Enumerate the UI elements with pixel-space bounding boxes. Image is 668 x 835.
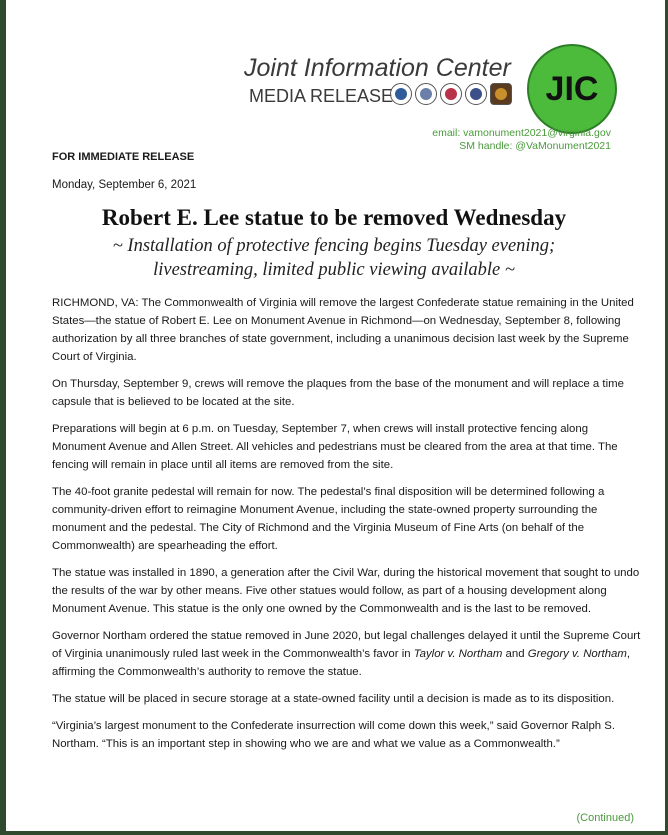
paragraph-6 <box>52 627 642 681</box>
release-label: FOR IMMEDIATE RELEASE <box>52 151 195 163</box>
case-name-taylor: Taylor v. Northam <box>413 648 503 660</box>
bottom-border <box>0 831 668 835</box>
contact-social-handle: SM handle: @VaMonument2021 <box>459 140 611 152</box>
headline: Robert E. Lee statue to be removed Wednesday <box>101 205 567 230</box>
paragraph-6-text-b: and <box>502 648 528 660</box>
paragraph-6-text-c: , affirming the Commonwealth’s authority to remove the statue. <box>52 648 631 678</box>
release-date: Monday, September 6, 2021 <box>52 179 197 191</box>
paragraph-4: The 40-foot granite pedestal will remain for now. The pedestal’s final disposition will be determined following a community-driven effort to reimagine Monument Avenue, including the state-owned property surrounding the monument and the pedestal. The City of Richmond and the Virginia Museum of Fine Arts (on behalf of the Commonwealth) are spearheading the effort. <box>52 486 605 552</box>
subheadline-line-2: livestreaming, limited public viewing available ~ <box>153 260 515 280</box>
virginia-seal-icon <box>390 83 412 105</box>
paragraph-6-text-a: Governor Northam ordered the statue removed in June 2020, but legal challenges delayed it until the Supreme Court of Virginia unanimously ruled last week in the Commonwealth’s favor in <box>52 630 641 660</box>
media-release-label: MEDIA RELEASE <box>249 86 394 106</box>
contact-email: email: vamonument2021@virginia.gov <box>432 127 611 139</box>
paragraph-8-quote: “Virginia’s largest monument to the Confederate insurrection will come down this week,” said Governor Ralph S. Northam. “This is an important step in showing who we are and what we value as a Commonwealth.” <box>52 720 616 750</box>
case-name-gregory: Gregory v. Northam <box>527 648 627 660</box>
subheadline <box>0 234 668 282</box>
jic-logo: JIC <box>527 44 617 134</box>
continued-label: (Continued) <box>576 812 634 824</box>
paragraph-2: On Thursday, September 9, crews will remove the plaques from the base of the monument and will replace a time capsule that is believed to be located at the site. <box>52 378 624 408</box>
left-border <box>0 0 6 835</box>
emblem-seal-icon <box>440 83 462 105</box>
capitol-seal-icon <box>415 83 437 105</box>
shield-seal-icon <box>465 83 487 105</box>
header-title: Joint Information Center <box>244 54 511 82</box>
agency-seals <box>390 83 512 105</box>
mask-seal-icon <box>490 83 512 105</box>
paragraph-7: The statue will be placed in secure storage at a state-owned facility until a decision is made as to its disposition. <box>52 693 615 705</box>
subheadline-line-1: ~ Installation of protective fencing begins Tuesday evening; <box>112 236 556 256</box>
paragraph-3: Preparations will begin at 6 p.m. on Tuesday, September 7, when crews will install protective fencing along Monument Avenue and Allen Street. All vehicles and pedestrians must be cleared from the area at that time. The fencing will remain in place until all items are removed from the site. <box>52 423 618 471</box>
release-body <box>52 294 642 762</box>
paragraph-5: The statue was installed in 1890, a generation after the Civil War, during the historical movement that sought to undo the results of the war by other means. Five other statues would follow, as part of a housing development along Monument Avenue. This statue is the only one owned by the Commonwealth and is the last to be removed. <box>52 567 640 615</box>
contact-info <box>432 127 611 153</box>
paragraph-1: RICHMOND, VA: The Commonwealth of Virginia will remove the largest Confederate statue remaining in the United States—the statue of Robert E. Lee on Monument Avenue in Richmond—on Wednesday, September 8, following authorization by all three branches of state government, including a unanimous decision last week by the Supreme Court of Virginia. <box>52 297 634 363</box>
